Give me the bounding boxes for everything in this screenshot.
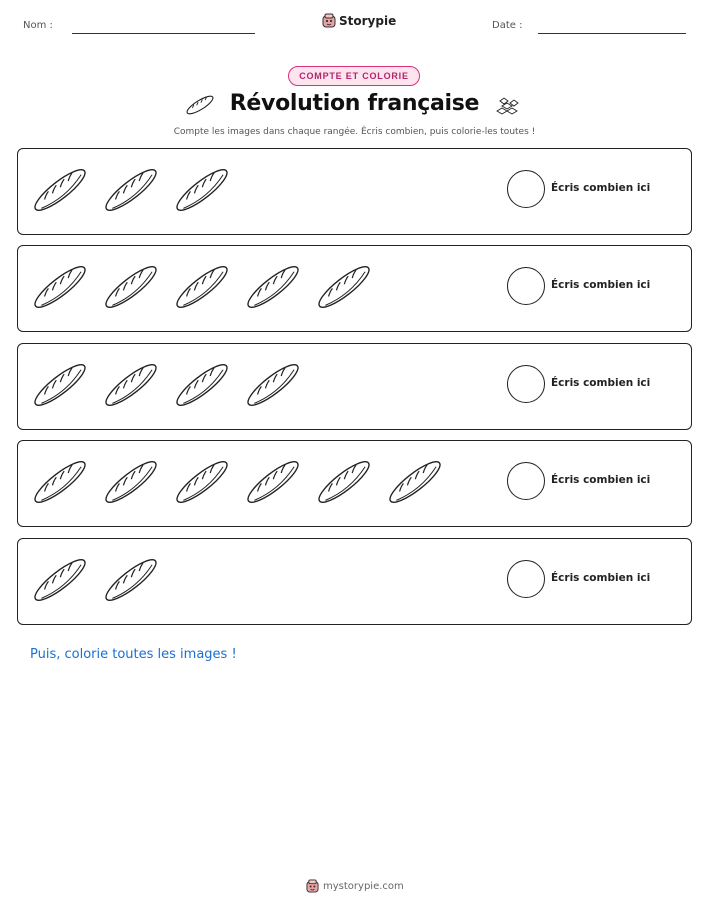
answer-circle[interactable]: [507, 170, 545, 208]
date-label: Date :: [492, 20, 523, 31]
baguette-icon: [28, 355, 92, 419]
answer-label: Écris combien ici: [551, 279, 651, 291]
footer: [306, 879, 404, 893]
baguette-icon: [170, 355, 234, 419]
baguette-icon: [241, 257, 305, 321]
answer-label: Écris combien ici: [551, 474, 651, 486]
footer-site: mystorypie.com: [323, 880, 404, 892]
count-row-1: [17, 148, 692, 235]
answer-label: Écris combien ici: [551, 377, 651, 389]
baguette-icon: [28, 160, 92, 224]
answer-label: Écris combien ici: [551, 182, 651, 194]
baguette-icon: [170, 452, 234, 516]
name-line[interactable]: [72, 33, 255, 34]
baguette-icon: [383, 452, 447, 516]
footer-note: Puis, colorie toutes les images !: [30, 647, 237, 662]
count-row-3: [17, 343, 692, 430]
baguette-icon: [170, 160, 234, 224]
page-title: Révolution française: [229, 91, 480, 116]
answer-circle[interactable]: [507, 365, 545, 403]
date-line[interactable]: [538, 33, 686, 34]
count-row-4: [17, 440, 692, 527]
baguette-icon: [241, 355, 305, 419]
baguette-icon: [99, 257, 163, 321]
baguette-icon: [99, 452, 163, 516]
baguette-icon: [99, 160, 163, 224]
activity-badge: COMPTE ET COLORIE: [288, 66, 420, 86]
storypie-mascot-icon: [306, 879, 319, 893]
instructions-text: Compte les images dans chaque rangée. Écris combien, puis colorie-les toutes !: [173, 127, 536, 137]
baguette-icon: [28, 452, 92, 516]
baguette-icon: [312, 452, 376, 516]
answer-circle[interactable]: [507, 267, 545, 305]
answer-label: Écris combien ici: [551, 572, 651, 584]
brand-logo: [322, 13, 396, 28]
brand-name: Storypie: [339, 13, 397, 28]
baguette-icon: [312, 257, 376, 321]
answer-circle[interactable]: [507, 462, 545, 500]
baguette-icon: [170, 257, 234, 321]
baguette-icon: [99, 355, 163, 419]
name-label: Nom :: [23, 20, 53, 31]
storypie-mascot-icon: [322, 13, 336, 28]
answer-circle[interactable]: [507, 560, 545, 598]
count-row-2: [17, 245, 692, 332]
baguette-icon: [241, 452, 305, 516]
count-row-5: [17, 538, 692, 625]
baguette-icon: [99, 550, 163, 614]
baguette-icon: [28, 257, 92, 321]
baguette-icon: [28, 550, 92, 614]
cobblestone-pile-icon: [494, 95, 522, 117]
